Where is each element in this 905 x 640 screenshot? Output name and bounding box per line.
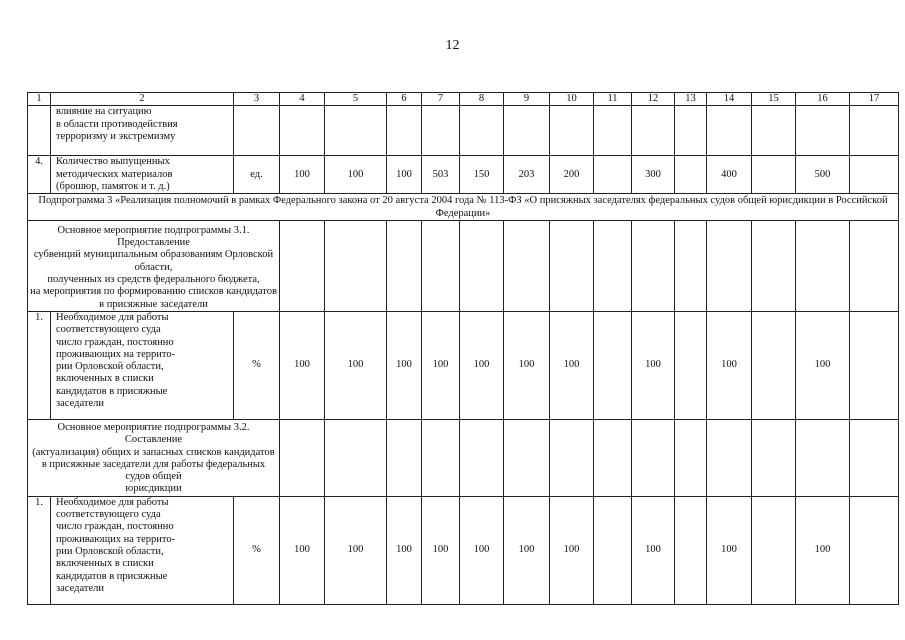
table-row: [28, 496, 899, 604]
column-header: 17: [850, 93, 899, 106]
value-cell: 100: [280, 496, 325, 604]
value-cell: [387, 106, 422, 156]
page-number: 12: [445, 38, 460, 53]
value-cell: [550, 220, 594, 311]
value-cell: [325, 220, 387, 311]
indicators-table: [27, 92, 899, 605]
column-header: 9: [504, 93, 550, 106]
value-cell: [594, 106, 632, 156]
value-cell: 100: [325, 496, 387, 604]
value-cell: [675, 106, 707, 156]
column-header: 13: [675, 93, 707, 106]
value-cell: [387, 419, 422, 496]
column-header: 5: [325, 93, 387, 106]
value-cell: [387, 220, 422, 311]
value-cell: 100: [387, 311, 422, 419]
value-cell: [850, 156, 899, 194]
value-cell: [280, 106, 325, 156]
value-cell: [594, 156, 632, 194]
value-cell: 100: [325, 311, 387, 419]
value-cell: [850, 106, 899, 156]
table-row: [28, 156, 899, 194]
subprogram-title: Подпрограмма 3 «Реализация полномочий в рамках Федерального закона от 20 августа 2004 года № 113-ФЗ «О присяжных заседателях федеральных судов общей юрисдикции в Российской Федерации»: [28, 194, 899, 221]
unit: %: [234, 496, 280, 604]
value-cell: [504, 106, 550, 156]
measure-title: Основное мероприятие подпрограммы 3.1. Предоставление субвенций муниципальным образованиям Орловской области, полученных из средств федерального бюджета, на мероприятия по формированию списков кандидатов в присяжные заседатели: [28, 220, 280, 311]
unit: %: [234, 311, 280, 419]
column-header: 4: [280, 93, 325, 106]
measure-title: Основное мероприятие подпрограммы 3.2. Составление (актуализация) общих и запасных списков кандидатов в присяжные заседатели для работы федеральных судов общей юрисдикции: [28, 419, 280, 496]
indicator-name: Необходимое для работы соответствующего суда число граждан, постоянно проживающих на террито- рии Орловской области, включенных в списки кандидатов в присяжные заседатели: [51, 496, 234, 604]
value-cell: 100: [504, 496, 550, 604]
table-row: [28, 311, 899, 419]
value-cell: [850, 496, 899, 604]
value-cell: [280, 220, 325, 311]
column-header: 2: [51, 93, 234, 106]
column-header: 14: [707, 93, 752, 106]
value-cell: [422, 106, 460, 156]
value-cell: 200: [550, 156, 594, 194]
value-cell: 100: [387, 156, 422, 194]
value-cell: 100: [422, 496, 460, 604]
value-cell: 100: [387, 496, 422, 604]
value-cell: [504, 220, 550, 311]
value-cell: 100: [707, 311, 752, 419]
value-cell: [632, 106, 675, 156]
indicator-name: влияние на ситуацию в области противодействия терроризму и экстремизму: [51, 106, 234, 156]
value-cell: [234, 106, 280, 156]
value-cell: [460, 220, 504, 311]
value-cell: [675, 496, 707, 604]
value-cell: [675, 419, 707, 496]
value-cell: 300: [632, 156, 675, 194]
value-cell: [594, 496, 632, 604]
value-cell: [460, 419, 504, 496]
value-cell: [632, 220, 675, 311]
row-number: 4.: [28, 156, 51, 194]
row-number: 1.: [28, 496, 51, 604]
column-header: 8: [460, 93, 504, 106]
value-cell: [752, 419, 796, 496]
value-cell: [707, 106, 752, 156]
subprogram-row: [28, 194, 899, 221]
value-cell: 203: [504, 156, 550, 194]
value-cell: [796, 419, 850, 496]
value-cell: [752, 220, 796, 311]
value-cell: 100: [460, 496, 504, 604]
column-header: 12: [632, 93, 675, 106]
column-header: 16: [796, 93, 850, 106]
column-header: 6: [387, 93, 422, 106]
row-number: [28, 106, 51, 156]
value-cell: 100: [325, 156, 387, 194]
indicator-name: Необходимое для работы соответствующего суда число граждан, постоянно проживающих на террито- рии Орловской области, включенных в списки кандидатов в присяжные заседатели: [51, 311, 234, 419]
value-cell: [504, 419, 550, 496]
value-cell: [675, 311, 707, 419]
value-cell: 100: [460, 311, 504, 419]
value-cell: [752, 156, 796, 194]
value-cell: [594, 311, 632, 419]
value-cell: [460, 106, 504, 156]
column-header: 1: [28, 93, 51, 106]
column-header: 10: [550, 93, 594, 106]
value-cell: [632, 419, 675, 496]
value-cell: 150: [460, 156, 504, 194]
value-cell: [707, 419, 752, 496]
value-cell: 100: [422, 311, 460, 419]
value-cell: 100: [550, 311, 594, 419]
value-cell: [850, 311, 899, 419]
header-row: [28, 93, 899, 106]
column-header: 7: [422, 93, 460, 106]
unit: ед.: [234, 156, 280, 194]
value-cell: [325, 106, 387, 156]
value-cell: [850, 220, 899, 311]
value-cell: [594, 220, 632, 311]
value-cell: [675, 220, 707, 311]
value-cell: 100: [632, 311, 675, 419]
value-cell: 500: [796, 156, 850, 194]
row-number: 1.: [28, 311, 51, 419]
table-row: [28, 106, 899, 156]
value-cell: 100: [280, 311, 325, 419]
value-cell: 100: [280, 156, 325, 194]
column-header: 3: [234, 93, 280, 106]
column-header: 15: [752, 93, 796, 106]
value-cell: 100: [796, 311, 850, 419]
value-cell: [796, 220, 850, 311]
value-cell: 503: [422, 156, 460, 194]
value-cell: 100: [707, 496, 752, 604]
value-cell: [422, 220, 460, 311]
value-cell: [550, 419, 594, 496]
value-cell: [752, 106, 796, 156]
value-cell: [594, 419, 632, 496]
indicator-name: Количество выпущенных методических материалов (брошюр, памяток и т. д.): [51, 156, 234, 194]
value-cell: [325, 419, 387, 496]
value-cell: 100: [632, 496, 675, 604]
value-cell: 100: [550, 496, 594, 604]
measure-row: [28, 419, 899, 496]
value-cell: [850, 419, 899, 496]
value-cell: 100: [796, 496, 850, 604]
value-cell: [752, 496, 796, 604]
value-cell: [280, 419, 325, 496]
value-cell: [707, 220, 752, 311]
value-cell: [550, 106, 594, 156]
value-cell: 400: [707, 156, 752, 194]
value-cell: [422, 419, 460, 496]
value-cell: [752, 311, 796, 419]
value-cell: 100: [504, 311, 550, 419]
column-header: 11: [594, 93, 632, 106]
measure-row: [28, 220, 899, 311]
value-cell: [796, 106, 850, 156]
value-cell: [675, 156, 707, 194]
